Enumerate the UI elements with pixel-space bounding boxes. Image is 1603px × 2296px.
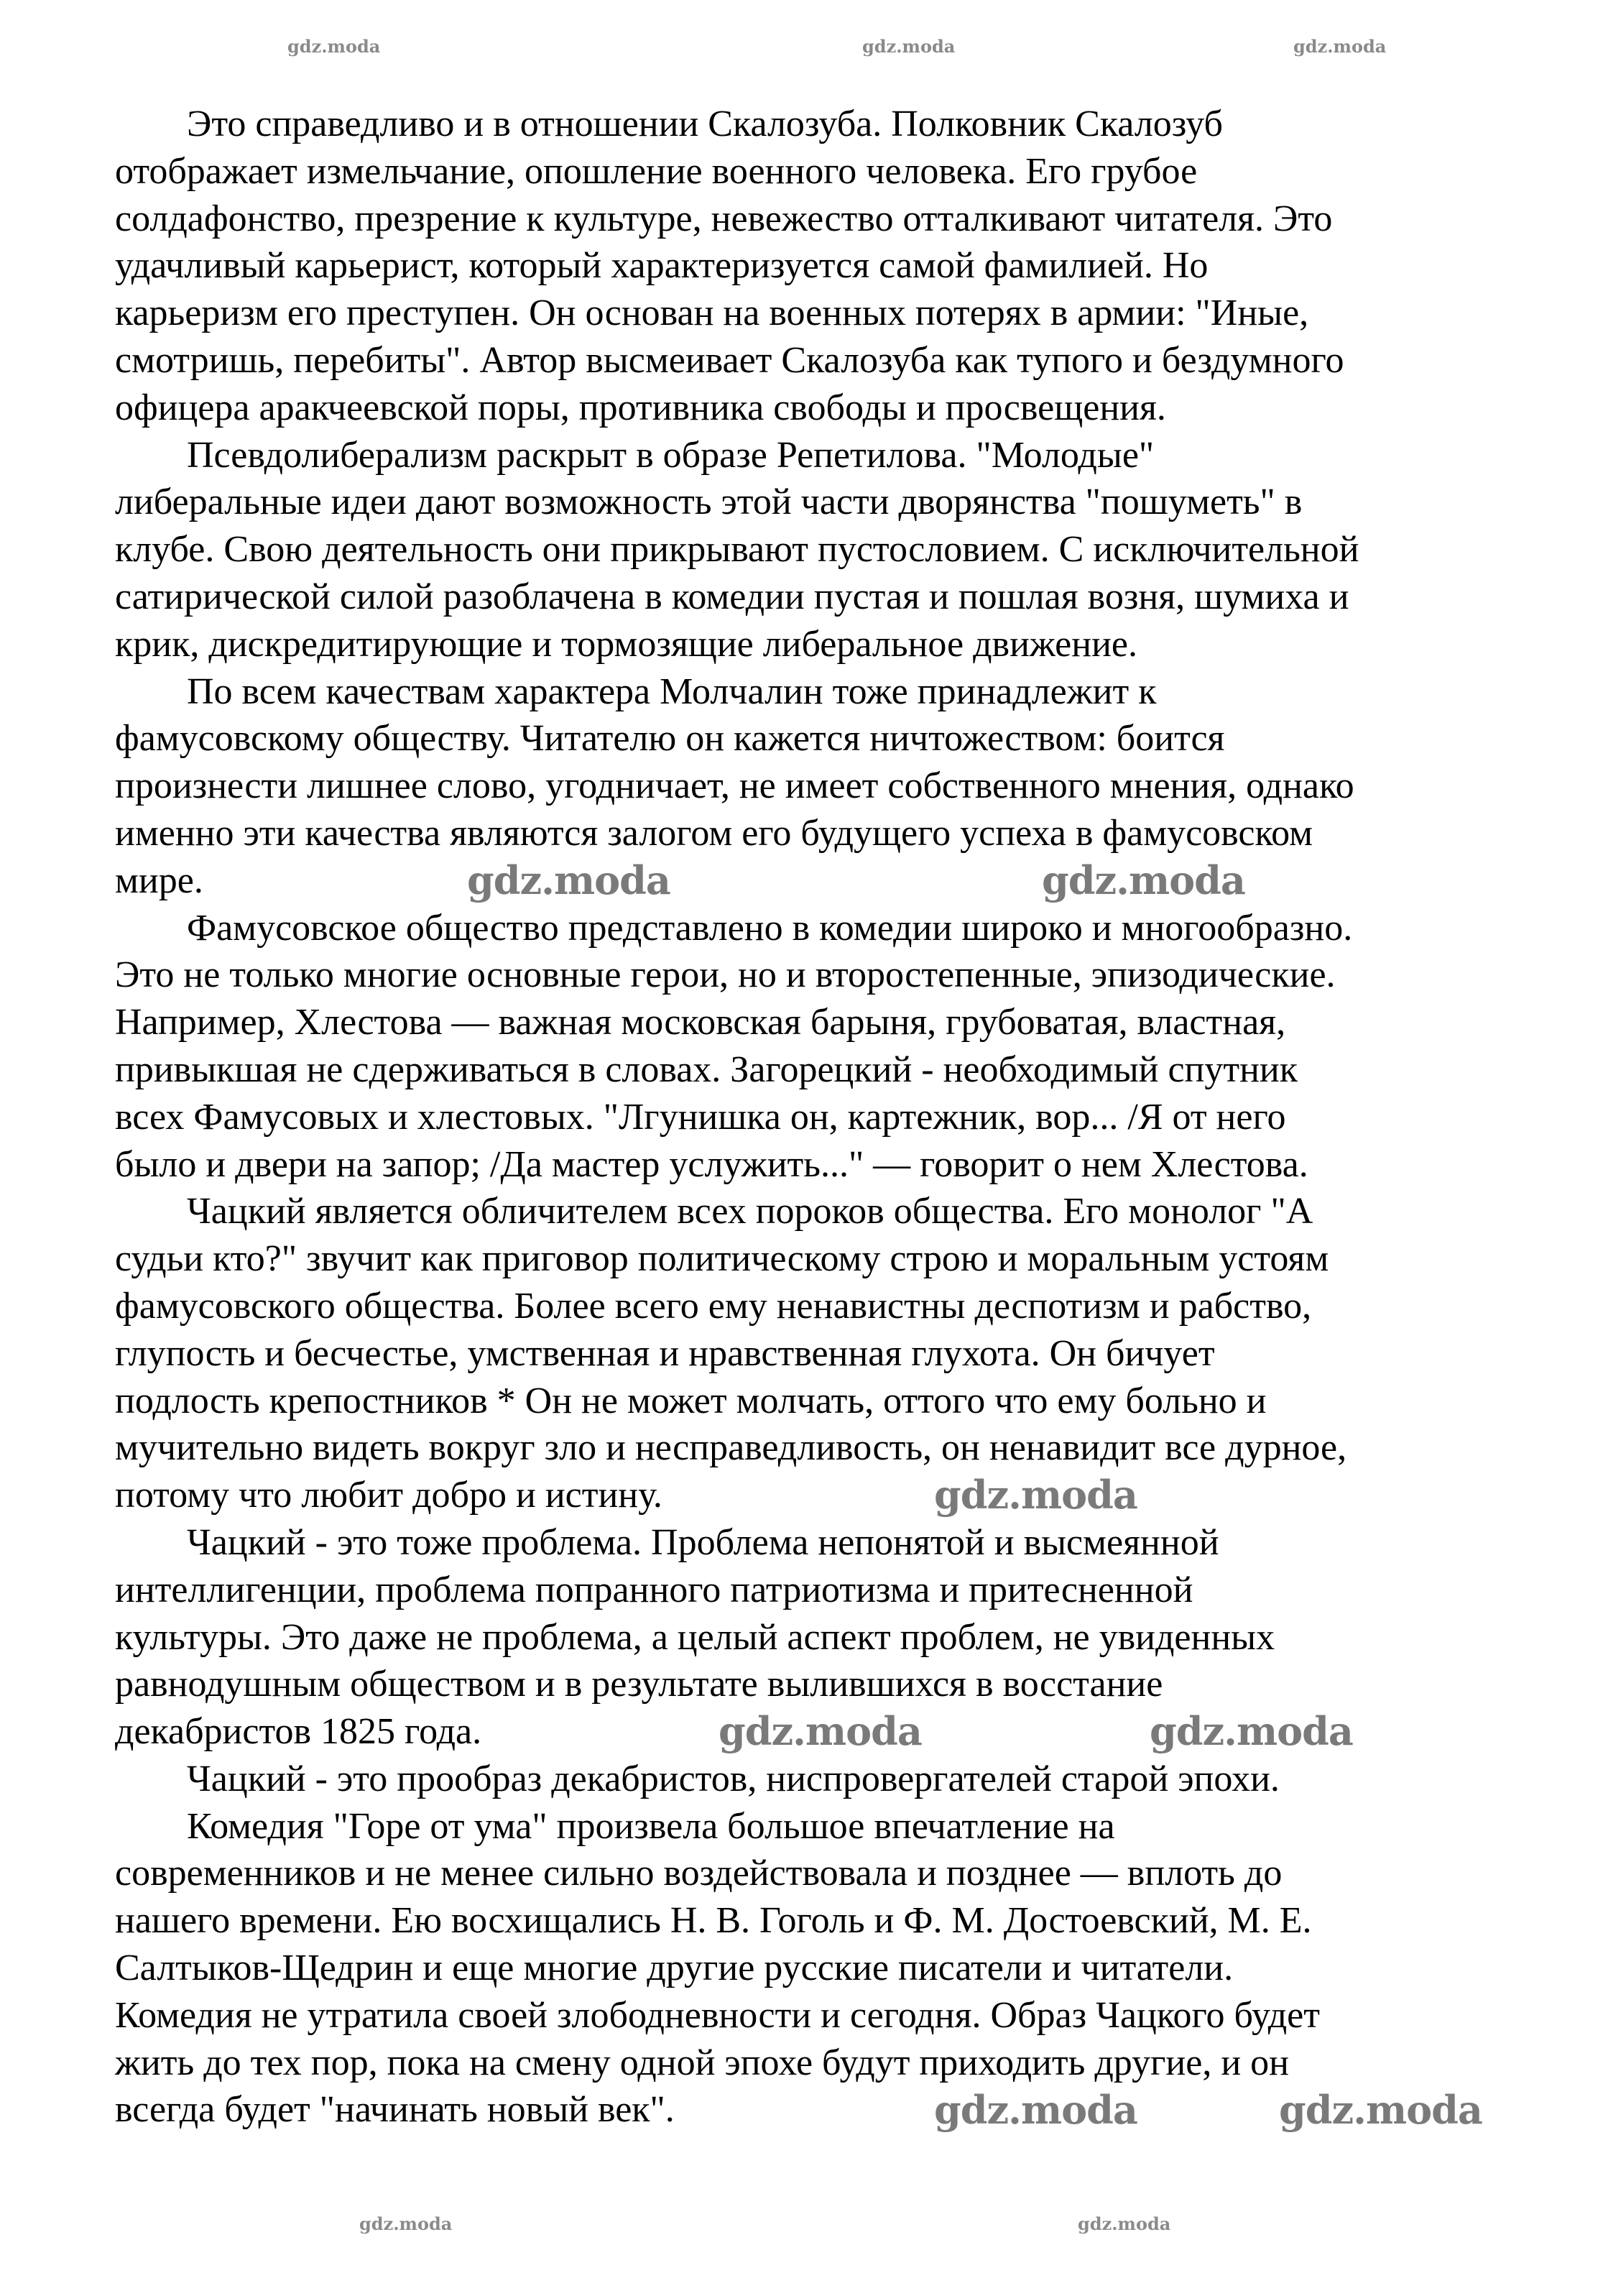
text-line: удачливый карьерист, который характеризуется самой фамилией. Но: [115, 245, 1209, 287]
text-line: карьеризм его преступен. Он основан на военных потерях в армии: "Иные,: [115, 292, 1309, 334]
text-line: потому что любит добро и истину.: [115, 1475, 662, 1516]
watermark: gdz.moda: [1078, 2213, 1171, 2234]
text-line: фамусовского общества. Более всего ему ненавистны деспотизм и рабство,: [115, 1285, 1312, 1327]
text-line: Салтыков-Щедрин и еще многие другие русские писатели и читатели.: [115, 1947, 1234, 1989]
text-line: крик, дискредитирующие и тормозящие либеральное движение.: [115, 623, 1137, 665]
text-line: привыкшая не сдерживаться в словах. Загорецкий - необходимый спутник: [115, 1048, 1298, 1090]
text-line: Это не только многие основные герои, но и второстепенные, эпизодические.: [115, 954, 1336, 996]
text-line: Комедия "Горе от ума" произвела большое впечатление на: [187, 1805, 1115, 1847]
text-line: равнодушным обществом и в результате вылившихся в восстание: [115, 1664, 1163, 1705]
text-line: Комедия не утратила своей злободневности и сегодня. Образ Чацкого будет: [115, 1994, 1320, 2036]
watermark: gdz.moda: [287, 36, 381, 57]
document-text: [115, 101, 1516, 2134]
text-line: современников и не менее сильно воздействовала и позднее — вплоть до: [115, 1853, 1283, 1894]
text-line: всех Фамусовых и хлестовых. "Лгунишка он, картежник, вор... /Я от него: [115, 1096, 1286, 1138]
text-line: Фамусовское общество представлено в комедии широко и многообразно.: [187, 907, 1353, 949]
text-line: нашего времени. Ею восхищались Н. В. Гоголь и Ф. М. Достоевский, М. Е.: [115, 1900, 1312, 1942]
text-line: декабристов 1825 года.: [115, 1711, 482, 1753]
text-line: Это справедливо и в отношении Скалозуба. Полковник Скалозуб: [187, 103, 1224, 144]
watermark: gdz.moda: [719, 1708, 922, 1755]
watermark: gdz.moda: [1293, 36, 1387, 57]
text-line: Чацкий - это прообраз декабристов, ниспровергателей старой эпохи.: [187, 1758, 1280, 1799]
watermark: gdz.moda: [1042, 857, 1245, 903]
text-line: произнести лишнее слово, угодничает, не имеет собственного мнения, однако: [115, 765, 1354, 807]
watermark: gdz.moda: [934, 2086, 1137, 2133]
text-line: жить до тех пор, пока на смену одной эпохе будут приходить другие, и он: [115, 2042, 1289, 2083]
text-line: мучительно видеть вокруг зло и несправедливость, он ненавидит все дурное,: [115, 1427, 1347, 1469]
text-line: офицера аракчеевской поры, противника свободы и просвещения.: [115, 387, 1166, 428]
watermark: gdz.moda: [467, 857, 670, 903]
text-line: мире.: [115, 859, 203, 901]
text-line: либеральные идеи дают возможность этой части дворянства "пошуметь" в: [115, 481, 1303, 523]
text-line: культуры. Это даже не проблема, а целый аспект проблем, не увиденных: [115, 1616, 1275, 1658]
text-line: именно эти качества являются залогом его будущего успеха в фамусовском: [115, 812, 1313, 854]
text-line: отображает измельчание, опошление военного человека. Его грубое: [115, 150, 1198, 192]
text-line: глупость и бесчестье, умственная и нравственная глухота. Он бичует: [115, 1332, 1215, 1374]
text-line: клубе. Свою деятельность они прикрывают пустословием. С исключительной: [115, 529, 1359, 571]
text-line: смотришь, перебиты". Автор высмеивает Скалозуба как тупого и бездумного: [115, 339, 1344, 381]
text-line: Псевдолиберализм раскрыт в образе Репетилова. "Молодые": [187, 434, 1155, 476]
watermark: gdz.moda: [359, 2213, 453, 2234]
text-line: сатирической силой разоблачена в комедии пустая и пошлая возня, шумиха и: [115, 576, 1349, 617]
text-line: фамусовскому обществу. Читателю он кажется ничтожеством: боится: [115, 718, 1225, 760]
text-line: судьи кто?" звучит как приговор политическому строю и моральным устоям: [115, 1238, 1329, 1280]
text-line: Чацкий является обличителем всех пороков общества. Его монолог "А: [187, 1191, 1313, 1232]
text-line: всегда будет "начинать новый век".: [115, 2089, 675, 2131]
text-line: Чацкий - это тоже проблема. Проблема непонятой и высмеянной: [187, 1521, 1219, 1563]
text-line: было и двери на запор; /Да мастер услужить..." — говорит о нем Хлестова.: [115, 1143, 1308, 1185]
text-line: интеллигенции, проблема попранного патриотизма и притесненной: [115, 1569, 1193, 1610]
text-line: По всем качествам характера Молчалин тоже принадлежит к: [187, 670, 1157, 712]
watermark: gdz.moda: [1150, 1708, 1353, 1755]
text-line: Например, Хлестова — важная московская барыня, грубоватая, властная,: [115, 1002, 1286, 1043]
watermark: gdz.moda: [862, 36, 956, 57]
text-line: солдафонство, презрение к культуре, невежество отталкивают читателя. Это: [115, 198, 1333, 239]
text-line: подлость крепостников * Он не может молчать, оттого что ему больно и: [115, 1380, 1267, 1421]
watermark: gdz.moda: [1279, 2086, 1482, 2133]
watermark: gdz.moda: [934, 1472, 1137, 1518]
